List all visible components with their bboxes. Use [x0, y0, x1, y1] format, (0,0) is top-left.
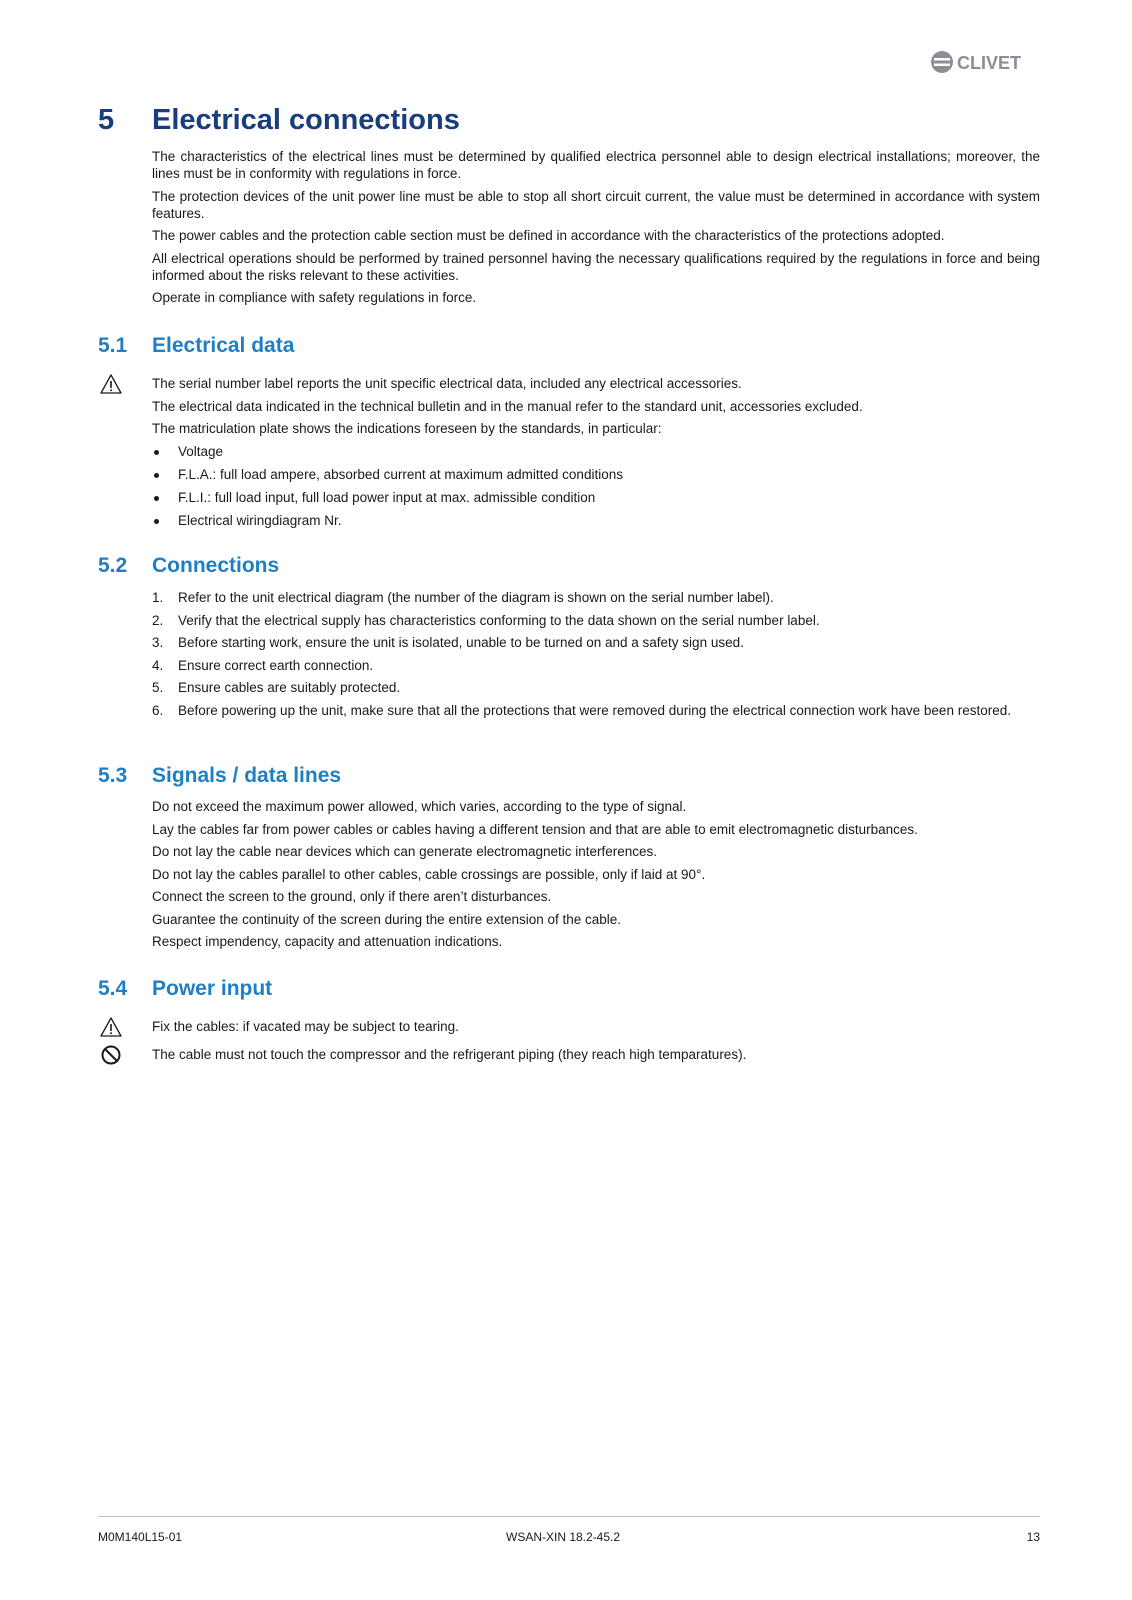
list-item: [152, 702, 1040, 719]
clivet-logo: [930, 48, 1040, 76]
bullet-icon: [154, 473, 159, 478]
paragraph: The power cables and the protection cable section must be defined in accordance with the characteristics of the protections adopted.: [152, 228, 945, 243]
list-number: 1.: [152, 590, 164, 605]
list-item: [152, 589, 1040, 606]
list-item-text: F.L.A.: full load ampere, absorbed current at maximum admitted conditions: [178, 466, 623, 482]
list-item-text: Before starting work, ensure the unit is isolated, unable to be turned on and a safety sign used.: [178, 635, 744, 650]
paragraph: Do not exceed the maximum power allowed, which varies, according to the type of signal.: [152, 799, 687, 814]
heading-connections: [98, 554, 279, 578]
heading-signals-data-lines: [98, 764, 341, 788]
list-item-text: Electrical wiringdiagram Nr.: [178, 512, 342, 528]
connections-list-block: [152, 589, 1040, 724]
intro-text: [152, 148, 1040, 312]
list-item-text: F.L.I.: full load input, full load power input at max. admissible condition: [178, 489, 596, 505]
paragraph: The protection devices of the unit power line must be able to stop all short circuit current, the value must be determined in accordance with system features.: [152, 188, 1040, 221]
subsection-number: 5.4: [98, 977, 128, 1000]
list-item-text: Before powering up the unit, make sure that all the protections that were removed during the electrical connection work have been restored.: [178, 702, 1011, 718]
warning-triangle-icon: [100, 1016, 122, 1038]
list-item: [152, 657, 1040, 674]
warning-triangle-icon: [100, 373, 122, 395]
subsection-number: 5.3: [98, 764, 128, 787]
subsection-number: 5.1: [98, 334, 128, 357]
subsection-number: 5.2: [98, 554, 128, 577]
paragraph: All electrical operations should be performed by trained personnel having the necessary qualifications required by the regulations in force and being informed about the risks relevant to these activities.: [152, 250, 1040, 283]
bullet-list: [152, 443, 1040, 535]
list-item: [152, 612, 1040, 629]
prohibition-text: The cable must not touch the compressor and the refrigerant piping (they reach high temparatures).: [152, 1047, 747, 1062]
list-item: [152, 489, 1040, 512]
paragraph: Connect the screen to the ground, only if there aren’t disturbances.: [152, 889, 552, 904]
subsection-title: Connections: [152, 554, 280, 577]
subsection-title: Signals / data lines: [152, 764, 342, 787]
list-item: [152, 443, 1040, 466]
list-item-text: Verify that the electrical supply has characteristics conforming to the data shown on the serial number label.: [178, 612, 820, 628]
footer-model: WSAN-XIN 18.2-45.2: [506, 1530, 621, 1544]
numbered-list: [152, 589, 1040, 719]
page-title: [98, 104, 460, 137]
paragraph: The matriculation plate shows the indications foreseen by the standards, in particular:: [152, 421, 662, 436]
subsection-title: Electrical data: [152, 334, 295, 357]
heading-power-input: [98, 977, 272, 1001]
signals-text: [152, 798, 1040, 956]
brand-name: CLIVET: [957, 53, 1022, 73]
warning-text: The serial number label reports the unit specific electrical data, included any electrical accessories.: [152, 376, 742, 391]
list-item: [152, 634, 1040, 651]
paragraph: The characteristics of the electrical lines must be determined by qualified electrica personnel able to design electrical installations; moreover, the lines must be in conformity with regulations in force.: [152, 149, 1040, 181]
list-item-text: Ensure correct earth connection.: [178, 657, 374, 673]
paragraph: Respect impendency, capacity and attenuation indications.: [152, 934, 503, 949]
electrical-data-text: [152, 375, 1040, 535]
list-number: 3.: [152, 635, 164, 650]
section-title: Electrical connections: [152, 104, 460, 136]
list-item-text: Refer to the unit electrical diagram (the number of the diagram is shown on the serial number label).: [178, 590, 774, 605]
list-item-text: Voltage: [178, 443, 224, 459]
paragraph: Do not lay the cable near devices which can generate electromagnetic interferences.: [152, 844, 658, 859]
bullet-icon: [154, 496, 159, 501]
list-number: 5.: [152, 680, 164, 695]
bullet-icon: [154, 519, 159, 524]
prohibition-icon: [100, 1044, 122, 1066]
footer-doc-code: M0M140L15-01: [98, 1530, 183, 1544]
paragraph: Operate in compliance with safety regulations in force.: [152, 290, 477, 305]
paragraph: Do not lay the cables parallel to other cables, cable crossings are possible, only if laid at 90°.: [152, 866, 706, 882]
list-item: [152, 679, 1040, 696]
footer-page-number: 13: [1026, 1530, 1040, 1544]
section-number: 5: [98, 104, 115, 136]
footer-divider: [98, 1516, 1040, 1517]
heading-electrical-data: [98, 334, 294, 358]
list-item-text: Ensure cables are suitably protected.: [178, 680, 401, 695]
paragraph: The electrical data indicated in the technical bulletin and in the manual refer to the standard unit, accessories excluded.: [152, 398, 863, 414]
paragraph: Guarantee the continuity of the screen during the entire extension of the cable.: [152, 911, 622, 927]
bullet-icon: [154, 450, 159, 455]
subsection-title: Power input: [152, 977, 273, 1000]
list-number: 2.: [152, 612, 164, 628]
paragraph: Lay the cables far from power cables or cables having a different tension and that are able to emit electromagnetic disturbances.: [152, 821, 918, 837]
warning-text: Fix the cables: if vacated may be subject to tearing.: [152, 1019, 459, 1034]
list-item: [152, 512, 1040, 535]
list-item: [152, 466, 1040, 489]
list-number: 4.: [152, 657, 164, 673]
list-number: 6.: [152, 702, 164, 718]
